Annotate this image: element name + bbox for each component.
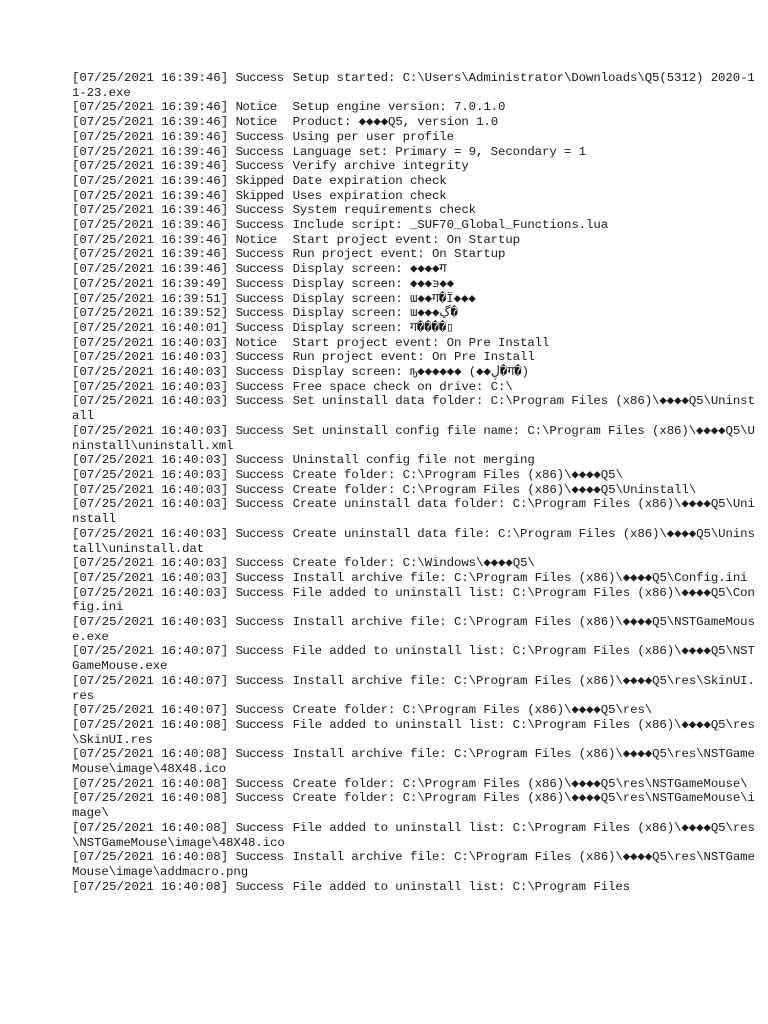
log-level: Success	[235, 526, 284, 541]
log-level: Success	[235, 453, 284, 468]
log-message: Uses expiration check	[292, 188, 447, 203]
log-entry	[72, 247, 762, 262]
log-message: Display screen: ա◆◆◆ڲ�	[292, 306, 458, 321]
log-message: Verify archive integrity	[292, 159, 469, 174]
log-message: Display screen: ◆◆◆϶◆◆	[292, 276, 455, 291]
log-timestamp: [07/25/2021 16:40:03]	[72, 556, 229, 571]
log-entry	[72, 468, 762, 483]
log-entry	[72, 777, 762, 792]
log-timestamp: [07/25/2021 16:39:46]	[72, 159, 229, 174]
log-entry	[72, 306, 762, 321]
log-timestamp: [07/25/2021 16:40:03]	[72, 570, 229, 585]
log-timestamp: [07/25/2021 16:40:08]	[72, 776, 229, 791]
log-message: Install archive file: C:\Program Files (x86)\◆◆◆◆Q5\res\NSTGameMouse\image\48X48.ico	[72, 747, 755, 777]
log-entry	[72, 674, 762, 703]
log-timestamp: [07/25/2021 16:40:08]	[72, 791, 229, 806]
log-message: Start project event: On Startup	[292, 232, 520, 247]
log-entry	[72, 321, 762, 336]
log-timestamp: [07/25/2021 16:39:51]	[72, 291, 229, 306]
log-timestamp: [07/25/2021 16:40:07]	[72, 644, 229, 659]
log-entry	[72, 556, 762, 571]
log-entry	[72, 71, 762, 100]
log-timestamp: [07/25/2021 16:40:01]	[72, 320, 229, 335]
log-timestamp: [07/25/2021 16:40:08]	[72, 879, 229, 894]
log-message: Language set: Primary = 9, Secondary = 1	[292, 144, 587, 159]
log-timestamp: [07/25/2021 16:40:03]	[72, 453, 229, 468]
log-level: Success	[235, 159, 284, 174]
log-level: Success	[235, 423, 284, 438]
log-timestamp: [07/25/2021 16:39:46]	[72, 188, 229, 203]
log-message: Run project event: On Startup	[292, 247, 506, 262]
log-entry	[72, 380, 762, 395]
log-entry	[72, 424, 762, 453]
log-message: Uninstall config file not merging	[292, 453, 535, 468]
log-message: System requirements check	[292, 203, 476, 218]
log-message: Display screen: ◆◆◆◆ग	[292, 262, 447, 277]
log-timestamp: [07/25/2021 16:40:08]	[72, 747, 229, 762]
log-level: Success	[235, 673, 284, 688]
log-entry	[72, 336, 762, 351]
log-message: Start project event: On Pre Install	[292, 335, 550, 350]
log-level: Success	[235, 129, 284, 144]
log-entry	[72, 277, 762, 292]
log-timestamp: [07/25/2021 16:40:03]	[72, 423, 229, 438]
log-message: Install archive file: C:\Program Files (x86)\◆◆◆◆Q5\res\SkinUI.res	[72, 673, 755, 703]
log-message: Set uninstall data folder: C:\Program Files (x86)\◆◆◆◆Q5\Uninstall	[72, 394, 755, 424]
log-level: Success	[235, 144, 284, 159]
log-entry	[72, 365, 762, 380]
log-message: File added to uninstall list: C:\Program Files (x86)\◆◆◆◆Q5\res\NSTGameMouse\image\48X48.ico	[72, 820, 755, 850]
log-level: Success	[235, 365, 284, 380]
log-level: Success	[235, 747, 284, 762]
log-message: File added to uninstall list: C:\Program Files (x86)\◆◆◆◆Q5\Config.ini	[72, 585, 755, 615]
log-message: Display screen: ա◆◆ग�Ϊ◆◆◆	[292, 291, 476, 306]
log-timestamp: [07/25/2021 16:40:03]	[72, 379, 229, 394]
log-level: Success	[235, 291, 284, 306]
log-timestamp: [07/25/2021 16:40:03]	[72, 394, 229, 409]
log-timestamp: [07/25/2021 16:39:52]	[72, 306, 229, 321]
log-message: Create folder: C:\Program Files (x86)\◆◆◆◆Q5\Uninstall\	[292, 482, 697, 497]
log-level: Success	[235, 379, 284, 394]
log-level: Success	[235, 350, 284, 365]
log-timestamp: [07/25/2021 16:40:07]	[72, 673, 229, 688]
log-timestamp: [07/25/2021 16:40:03]	[72, 365, 229, 380]
log-timestamp: [07/25/2021 16:40:03]	[72, 350, 229, 365]
log-level: Notice	[235, 115, 277, 130]
log-level: Success	[235, 556, 284, 571]
log-entry	[72, 189, 762, 204]
log-timestamp: [07/25/2021 16:39:49]	[72, 276, 229, 291]
log-entry	[72, 497, 762, 526]
log-entry	[72, 115, 762, 130]
log-timestamp: [07/25/2021 16:40:03]	[72, 615, 229, 630]
log-message: Display screen: ҧ◆◆◆◆◆◆ (◆◆ڸ�ग�)	[292, 365, 529, 380]
log-level: Success	[235, 879, 284, 894]
log-message: Include script: _SUF70_Global_Functions.lua	[292, 218, 609, 233]
log-level: Success	[235, 776, 284, 791]
log-message: Run project event: On Pre Install	[292, 350, 535, 365]
log-entry	[72, 644, 762, 673]
log-message: Create folder: C:\Windows\◆◆◆◆Q5\	[292, 556, 535, 571]
log-message: Create folder: C:\Program Files (x86)\◆◆◆◆Q5\	[292, 467, 623, 482]
log-timestamp: [07/25/2021 16:39:46]	[72, 129, 229, 144]
log-level: Notice	[235, 232, 277, 247]
log-timestamp: [07/25/2021 16:39:46]	[72, 100, 229, 115]
log-level: Success	[235, 276, 284, 291]
log-level: Success	[235, 467, 284, 482]
log-level: Success	[235, 306, 284, 321]
log-level: Success	[235, 262, 284, 277]
log-timestamp: [07/25/2021 16:40:03]	[72, 585, 229, 600]
log-level: Success	[235, 820, 284, 835]
log-entry	[72, 703, 762, 718]
log-message: Create uninstall data folder: C:\Program Files (x86)\◆◆◆◆Q5\Uninstall	[72, 497, 755, 527]
log-entry	[72, 145, 762, 160]
log-message: Install archive file: C:\Program Files (x86)\◆◆◆◆Q5\res\NSTGameMouse\image\addmacro.png	[72, 850, 755, 879]
log-entry	[72, 350, 762, 365]
log-level: Success	[235, 71, 284, 85]
log-message: Set uninstall config file name: C:\Program Files (x86)\◆◆◆◆Q5\Uninstall\uninstall.xml	[72, 423, 755, 453]
log-level: Success	[235, 482, 284, 497]
log-level: Success	[235, 394, 284, 409]
log-level: Success	[235, 203, 284, 218]
log-timestamp: [07/25/2021 16:40:03]	[72, 335, 229, 350]
log-level: Success	[235, 717, 284, 732]
log-level: Success	[235, 791, 284, 806]
log-level: Success	[235, 320, 284, 335]
log-entry	[72, 100, 762, 115]
log-entry	[72, 747, 762, 776]
log-timestamp: [07/25/2021 16:40:03]	[72, 526, 229, 541]
log-entry	[72, 174, 762, 189]
log-message: Using per user profile	[292, 129, 454, 144]
log-entry	[72, 718, 762, 747]
log-level: Success	[235, 497, 284, 512]
log-level: Skipped	[235, 188, 284, 203]
log-message: Display screen: ग����▯	[292, 320, 454, 335]
log-entry	[72, 586, 762, 615]
log-level: Success	[235, 850, 284, 865]
log-entry	[72, 527, 762, 556]
log-entry	[72, 394, 762, 423]
log-entry	[72, 453, 762, 468]
log-entry	[72, 218, 762, 233]
log-message: File added to uninstall list: C:\Program Files (x86)\◆◆◆◆Q5\res\SkinUI.res	[72, 717, 755, 747]
log-timestamp: [07/25/2021 16:40:03]	[72, 497, 229, 512]
log-timestamp: [07/25/2021 16:39:46]	[72, 71, 229, 85]
log-message: File added to uninstall list: C:\Program Files	[292, 879, 631, 894]
log-entry	[72, 791, 762, 820]
log-message: File added to uninstall list: C:\Program Files (x86)\◆◆◆◆Q5\NSTGameMouse.exe	[72, 644, 755, 674]
log-message: Install archive file: C:\Program Files (x86)\◆◆◆◆Q5\NSTGameMouse.exe	[72, 615, 755, 644]
log-level: Success	[235, 247, 284, 262]
log-entry	[72, 233, 762, 248]
log-level: Success	[235, 703, 284, 718]
log-entry	[72, 615, 762, 644]
log-timestamp: [07/25/2021 16:40:08]	[72, 820, 229, 835]
log-entry	[72, 880, 762, 895]
log-level: Notice	[235, 335, 277, 350]
log-timestamp: [07/25/2021 16:39:46]	[72, 247, 229, 262]
log-message: Create folder: C:\Program Files (x86)\◆◆◆◆Q5\res\	[292, 703, 653, 718]
install-log	[72, 71, 762, 894]
log-timestamp: [07/25/2021 16:39:46]	[72, 144, 229, 159]
log-entry	[72, 483, 762, 498]
log-timestamp: [07/25/2021 16:40:08]	[72, 850, 229, 865]
log-entry	[72, 571, 762, 586]
log-level: Skipped	[235, 173, 284, 188]
log-message: Install archive file: C:\Program Files (x86)\◆◆◆◆Q5\Config.ini	[292, 570, 748, 585]
log-level: Success	[235, 570, 284, 585]
log-message: Product: ◆◆◆◆Q5, version 1.0	[292, 115, 499, 130]
log-entry	[72, 821, 762, 850]
log-message: Create folder: C:\Program Files (x86)\◆◆◆◆Q5\res\NSTGameMouse\	[292, 776, 748, 791]
log-entry	[72, 203, 762, 218]
log-entry	[72, 292, 762, 307]
log-level: Notice	[235, 100, 277, 115]
log-message: Free space check on drive: C:\	[292, 379, 513, 394]
log-level: Success	[235, 644, 284, 659]
log-timestamp: [07/25/2021 16:39:46]	[72, 173, 229, 188]
log-timestamp: [07/25/2021 16:39:46]	[72, 203, 229, 218]
log-timestamp: [07/25/2021 16:40:03]	[72, 482, 229, 497]
log-message: Create folder: C:\Program Files (x86)\◆◆◆◆Q5\res\NSTGameMouse\image\	[72, 791, 755, 821]
log-timestamp: [07/25/2021 16:39:46]	[72, 115, 229, 130]
log-entry	[72, 262, 762, 277]
log-level: Success	[235, 218, 284, 233]
log-entry	[72, 159, 762, 174]
log-timestamp: [07/25/2021 16:40:08]	[72, 717, 229, 732]
log-timestamp: [07/25/2021 16:40:03]	[72, 467, 229, 482]
log-level: Success	[235, 615, 284, 630]
log-message: Date expiration check	[292, 173, 447, 188]
log-entry	[72, 130, 762, 145]
log-entry	[72, 850, 762, 879]
log-level: Success	[235, 585, 284, 600]
log-timestamp: [07/25/2021 16:39:46]	[72, 218, 229, 233]
log-timestamp: [07/25/2021 16:39:46]	[72, 262, 229, 277]
log-timestamp: [07/25/2021 16:39:46]	[72, 232, 229, 247]
log-message: Create uninstall data file: C:\Program Files (x86)\◆◆◆◆Q5\Uninstall\uninstall.dat	[72, 526, 755, 556]
log-message: Setup engine version: 7.0.1.0	[292, 100, 506, 115]
log-message: Setup started: C:\Users\Administrator\Downloads\Q5(5312) 2020-11-23.exe	[72, 71, 755, 100]
log-timestamp: [07/25/2021 16:40:07]	[72, 703, 229, 718]
